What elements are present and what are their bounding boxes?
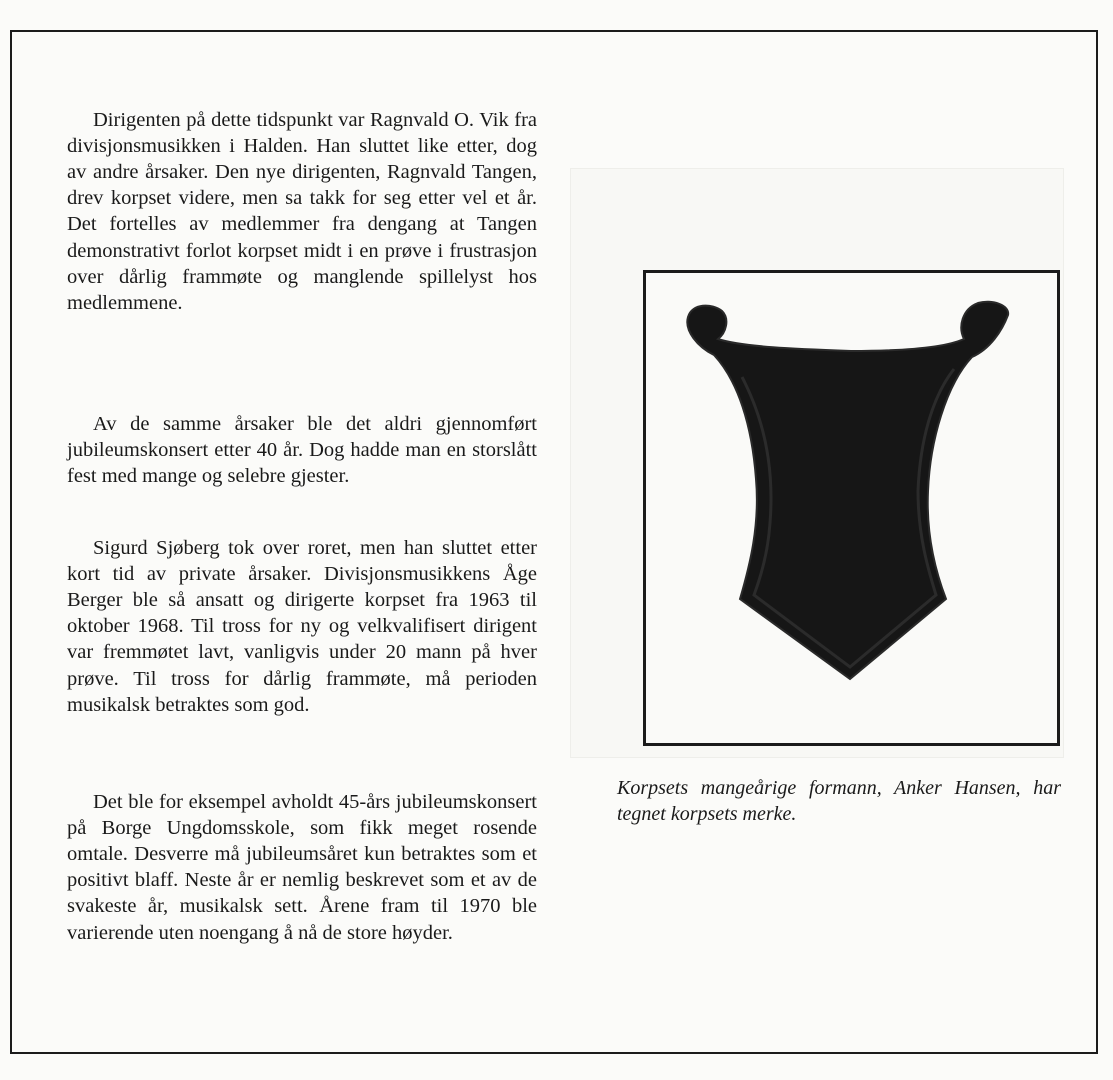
emblem-shield-shape: [687, 302, 1008, 679]
paragraph-conductor-berger: Sigurd Sjøberg tok over roret, men han sluttet etter kort tid av private årsaker. Divisjonsmusikkens Åge Berger ble så ansatt og dirigerte korpset fra 1963 til oktober 1968. Til tross for ny og velkvalifisert dirigent var fremmøtet lavt, vanligvis under 20 mann på hver prøve. Til tross for dårlig frammøte, må perioden musikalsk betraktes som god.: [67, 536, 537, 716]
band-emblem-image: [646, 273, 1057, 743]
paragraph-conductor-vik: Dirigenten på dette tidspunkt var Ragnvald O. Vik fra divisjonsmusikken i Halden. Han sluttet like etter, dog av andre årsaker. Den nye dirigenten, Ragnvald Tangen, drev korpset videre, men sa takk for seg etter vel et år. Det fortelles av medlemmer fra dengang at Tangen demonstrativt forlot korpset midt i en prøve i frustrasjon over dårlig frammøte og manglende spillelyst hos medlemmene.: [67, 108, 537, 314]
figure-caption: Korpsets mangeårige formann, Anker Hansen, har tegnet korpsets merke.: [617, 777, 1061, 825]
paragraph-anniversary-45: Det ble for eksempel avholdt 45-års jubileumskonsert på Borge Ungdomsskole, som fikk meget rosende omtale. Desverre må jubileumsåret kun betraktes som et positivt blaff. Neste år er nemlig beskrevet som et av de svakeste år, musikalsk sett. Årene fram til 1970 ble varierende uten noengang å nå de store høyder.: [67, 790, 537, 944]
paragraph-anniversary-40: Av de samme årsaker ble det aldri gjennomført jubileumskonsert etter 40 år. Dog hadde man en storslått fest med mange og selebre gjester.: [67, 412, 537, 487]
emblem-figure: [643, 270, 1060, 746]
